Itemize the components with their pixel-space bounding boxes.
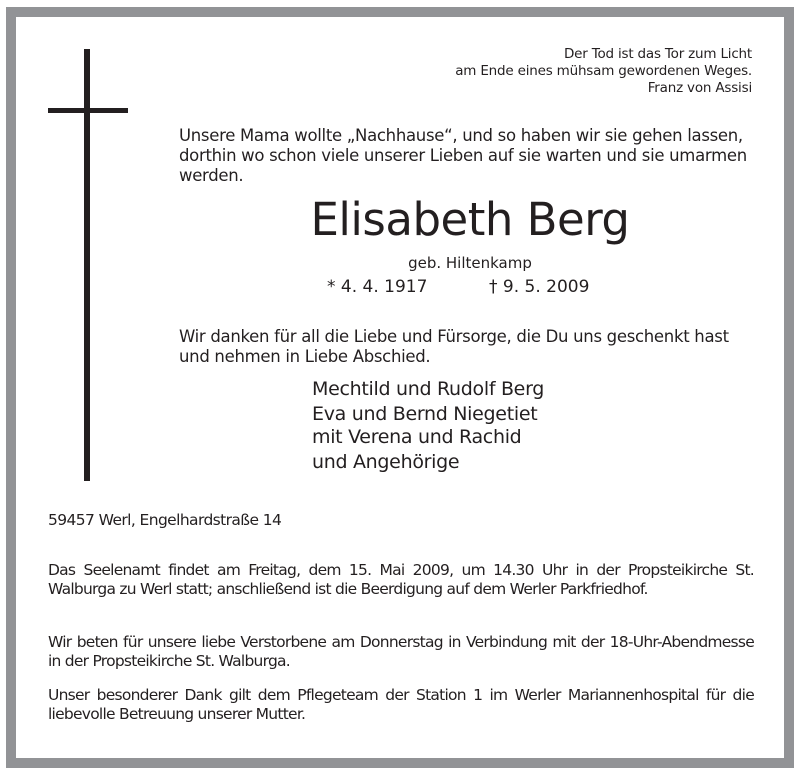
intro-text: Unsere Mama wollte „Nachhause“, und so haben wir sie gehen lassen, dorthin wo schon viele unserer Lieben auf sie warten und sie umarmen werden. bbox=[179, 126, 747, 185]
cross-horizontal-bar bbox=[48, 108, 128, 113]
mourning-address: 59457 Werl, Engelhardstraße 14 bbox=[48, 511, 282, 529]
family-line: Mechtild und Rudolf Berg bbox=[312, 378, 545, 400]
deceased-name: Elisabeth Berg bbox=[310, 193, 630, 246]
special-thanks: Unser besonderer Dank gilt dem Pflegeteam der Station 1 im Werler Mariannenhospital für die liebevolle Betreuung unserer Mutter. bbox=[48, 686, 754, 723]
funeral-service-info: Das Seelenamt findet am Freitag, dem 15. Mai 2009, um 14.30 Uhr in der Propsteikirche St. Walburga zu Werl statt; anschließend ist die Beerdigung auf dem Werler Parkfriedhof. bbox=[48, 561, 754, 598]
quote-line: Der Tod ist das Tor zum Licht bbox=[563, 46, 752, 62]
family-signatures bbox=[312, 378, 544, 474]
birth-date: * 4. 4. 1917 bbox=[327, 277, 428, 297]
quote-line: am Ende eines mühsam gewordenen Weges. bbox=[455, 63, 752, 79]
family-line: mit Verena und Rachid bbox=[312, 426, 522, 448]
death-date: † 9. 5. 2009 bbox=[489, 277, 590, 297]
quote-author: Franz von Assisi bbox=[647, 80, 752, 96]
maiden-name: geb. Hiltenkamp bbox=[408, 254, 532, 272]
cross-vertical-bar bbox=[84, 49, 90, 481]
family-line: Eva und Bernd Niegetiet bbox=[312, 403, 538, 425]
family-line: und Angehörige bbox=[312, 451, 460, 473]
epigraph-quote bbox=[455, 46, 752, 97]
thanks-text: Wir danken für all die Liebe und Fürsorge, die Du uns geschenkt hast und nehmen in Liebe Abschied. bbox=[179, 327, 729, 366]
prayer-info: Wir beten für unsere liebe Verstorbene am Donnerstag in Verbindung mit der 18-Uhr-Abendmesse in der Propsteikirche St. Walburga. bbox=[48, 633, 754, 670]
